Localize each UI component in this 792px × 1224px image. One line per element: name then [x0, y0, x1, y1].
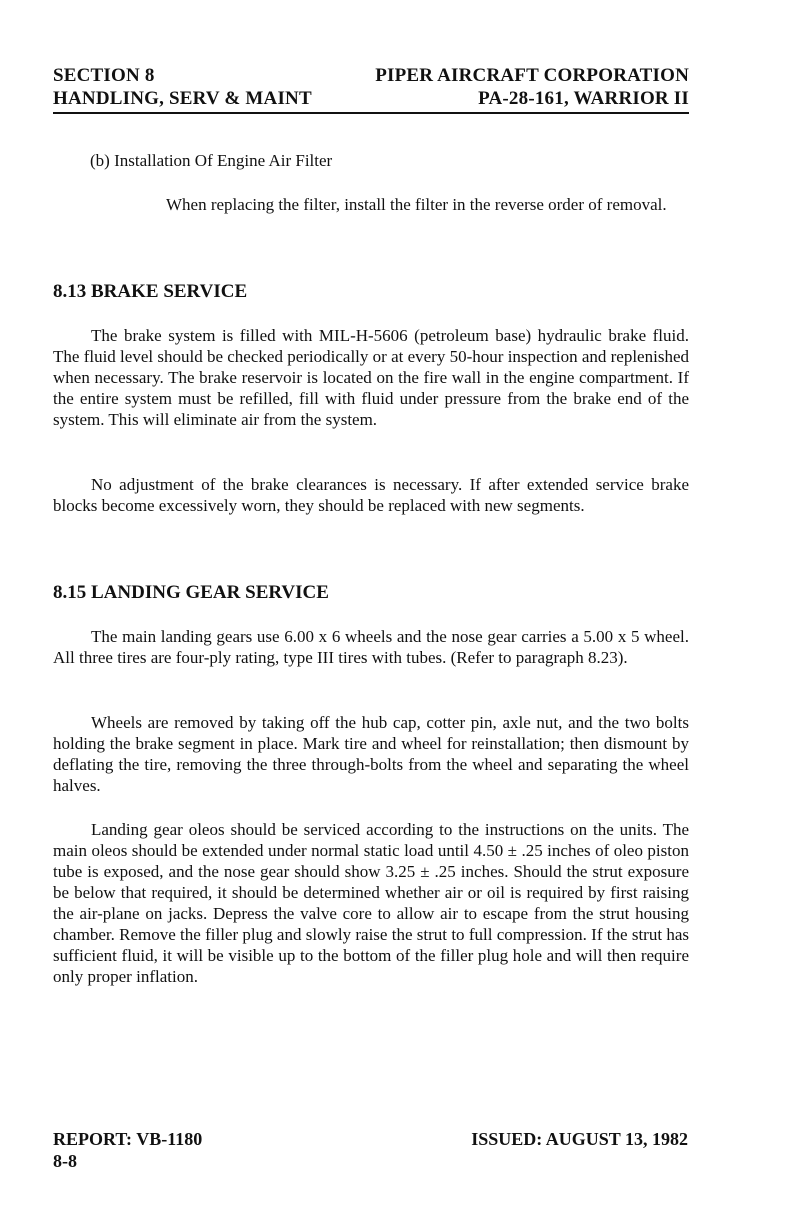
section-label: SECTION 8 [53, 65, 155, 86]
gear-paragraph-3: Landing gear oleos should be serviced according to the instructions on the units. The main oleos should be extended under normal static load until 4.50 ± .25 inches of oleo piston tube is exposed, and the nose gear should show 3.25 ± .25 inches. Should the strut exposure be below that required, it should be determined whether air or oil is required by first raising the air-plane on jacks. Depress the valve core to allow air to escape from the strut housing chamber. Remove the filler plug and slowly raise the strut to full compression. If the strut has sufficient fluid, it will be visible up to the bottom of the filler plug hole and will then require only proper inflation. [53, 820, 689, 986]
aircraft-model: PA-28-161, WARRIOR II [478, 88, 689, 109]
landing-gear-heading: 8.15 LANDING GEAR SERVICE [53, 582, 329, 603]
page-header [53, 64, 689, 110]
brake-paragraph-1: The brake system is filled with MIL-H-5606 (petroleum base) hydraulic brake fluid. The fluid level should be checked periodically or at every 50-hour inspection and replenished when necessary. The brake reservoir is located on the fire wall in the engine compartment. If the entire system must be refilled, fill with fluid under pressure from the brake end of the system. This will eliminate air from the system. [53, 326, 689, 429]
report-number: REPORT: VB-1180 [53, 1129, 203, 1149]
section-subtitle: HANDLING, SERV & MAINT [53, 88, 312, 109]
page-footer-left [53, 1128, 202, 1172]
company-name: PIPER AIRCRAFT CORPORATION [375, 65, 689, 86]
air-filter-paragraph: When replacing the filter, install the filter in the reverse order of removal. [166, 195, 667, 214]
brake-service-heading: 8.13 BRAKE SERVICE [53, 281, 248, 302]
issued-date: ISSUED: AUGUST 13, 1982 [471, 1129, 688, 1149]
gear-paragraph-1: The main landing gears use 6.00 x 6 wheels and the nose gear carries a 5.00 x 5 wheel. All three tires are four-ply rating, type III tires with tubes. (Refer to paragraph 8.23). [53, 627, 689, 667]
page-number: 8-8 [53, 1151, 77, 1171]
brake-paragraph-2: No adjustment of the brake clearances is necessary. If after extended service brake blocks become excessively worn, they should be replaced with new segments. [53, 475, 689, 515]
subsection-b-title: (b) Installation Of Engine Air Filter [90, 151, 333, 170]
header-rule [53, 112, 689, 114]
gear-paragraph-2: Wheels are removed by taking off the hub cap, cotter pin, axle nut, and the two bolts holding the brake segment in place. Mark tire and wheel for reinstallation; then dismount by deflating the tire, removing the three through-bolts from the wheel and separating the wheel halves. [53, 713, 689, 795]
